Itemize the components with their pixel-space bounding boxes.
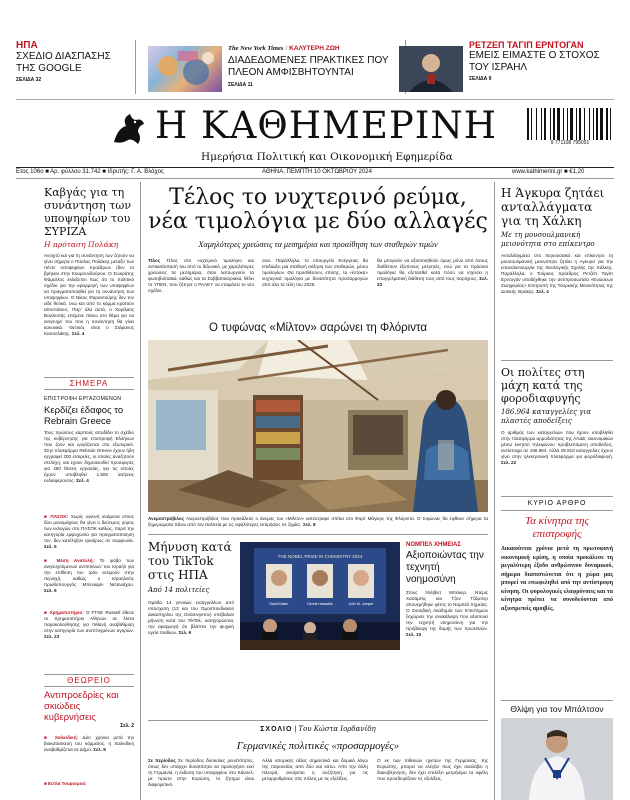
barcode-bar [567,108,568,140]
promo-right-kicker: ΡΕΤΖΕΠ ΤΑΓΙΠ ΕΡΝΤΟΓΑΝ [469,40,584,50]
section-theoreio: ΘΕΩΡΕΙΟ [67,676,111,685]
section-today: ΣΗΜΕΡΑ [69,379,109,388]
right-story2-body: Ο αριθμός των καταγγελιών που έχουν υποβληθεί στην πλατφόρμα αρμοδιότητας της ΑΑΔΕ, οικονομικών μέσω κινητού τηλεφώνου προβλεπόμενη αποδείξεις, αντίστοιχα σε 186.964. Αλλά 28.910 καταγγελίες έχουν γίνει στην ηλεκτρονική πλατφόρμα για φοροδιαφυγή. Σελ. 22 [501,430,613,465]
promo-middle-page: ΣΕΛΙΔΑ 11 [228,82,253,88]
nobel-story [406,542,488,668]
commentary-col-2: Αλλά ιστορικής αξίας σημαντικά και δομικά λόγω της παρουσίας από δύο και κάτω. Από την άλλη πλευρά, ανοίγεται η συζήτηση για τις μεταρρυθμίσεις στις πόλεις με τις εξελίξεις. [262,758,368,781]
right-story2 [501,366,613,494]
opinion-page: Σελ. 2 [120,723,134,729]
right-story1 [501,186,613,349]
left-column [44,186,134,363]
main-col-1: Τέλος Τέλος στο νυχτερινό τιμολόγιο και αντικατάστασή του από το διζωνικό, με χαμηλότερες χρεώσεις τα μεσημέρια, όταν λειτουργούν τα φωτοβολταϊκά, καθώς και τα Σαββατοκύριακα, θέλει το ΥΠΕΝ, που ζήτησε ο ΡΑΑΕΥ να ετοιμάσει το νέο σχέδιο. [148,258,254,293]
commentary-col-1: Σε περίοδος Σε περίοδος δύσκολες ρευστότητος, όπως δεν υπάρχει δυνατότητα να τιμολογήσει εκεί τη Γερμανία, η έκδοση του υποψηφίου στο Κάνσελ, με πρώτο στην Ευρώπη, το ζήτημα είναι διαφορετικό. [148,758,254,787]
nobel-body: Στους Ντέιβιντ Μπέικερ, Ντέμις Χασάμπις και Τζον Τζάμπερ απονεμήθηκε φέτος το Νομπέλ Χημείας. Ο Σουηδική Ακαδημία των Επιστημών ξεχώρισε την ανακάλυψη που αξιοποιεί την τεχνητή νοημοσύνη για την πρόβλεψη της δομής των πρωτεϊνών. Σελ. 10 [406,590,488,637]
left-briefs [44,514,134,648]
right-story1-sub: Με τη μουσουλμανική μειονότητα στο επίκεντρο [501,231,595,248]
barcode-bar [563,108,564,140]
barcode-bar [536,108,537,140]
nyt-logo: The New York Times [228,45,284,52]
editorial-label: ΚΥΡΙΟ ΑΡΘΡΟ [527,500,587,507]
brief-3: ■ Χρηματιστήριο: Ο FTSE Russell έθεσε το Χρηματιστήριο Αθηνών σε λίστα παρακολούθησης για πιθανή αναβάθμιση στην κατηγορία των ανεπτυγμένων αγορών. Σελ. 23 [44,610,134,639]
nobel-screen-text: THE NOBEL PRIZE IN CHEMISTRY 2024 [277,554,363,559]
barcode-bar [541,108,542,140]
promo-right[interactable] [469,40,619,82]
left-lead-sub: Η πρόταση Πολάκη [44,240,119,249]
barcode-bar [579,108,581,140]
barcode-bar [553,108,555,140]
promo-left[interactable] [16,40,132,83]
info-left: Ετος 106ο ■ Αρ. φύλλου 31.742 ■ Ιδρυτής: Γ. Α. Βλάχος [16,169,164,175]
left-story2-title[interactable]: Κερδίζει έδαφος το Rebrain Greece [44,405,124,427]
info-right: www.kathimerini.gr ■ €1,20 [512,169,585,175]
barcode-bar [593,108,594,140]
barcode-bar [557,108,560,140]
masthead-emblem-icon [108,108,148,148]
nobel-photo [240,542,400,650]
nobel-person-2: Demis Hassabis [307,602,333,606]
barcode-bar [544,108,546,140]
tiktok-sub: Από 14 πολιτείες [148,586,210,594]
masthead-title: Η ΚΑΘΗΜΕΡΙΝΗ [155,104,498,147]
main-col-3: θα μπορούν να αξιοποιηθούν όμως μόνο από όσους διαθέτουν έξυπνους μετρητές, ενώ για τα πράσινα τιμολόγια θα εξετασθεί κατά πόσο να ισχύσει η επαγγελματική διάθεση τους από τους παρόχους. Σελ. 23 [377,258,488,287]
barcode [527,108,613,150]
nobel-kicker: ΝΟΜΠΕΛ ΧΗΜΕΙΑΣ [406,542,461,548]
promo-middle[interactable]: The New York Times / ΚΑΛΥΤΕΡΗ ΖΩΗ ΔΙΑΔΕΔΟΜΕΝΕΣ ΠΡΑΚΤΙΚΕΣ ΠΟΥ ΠΛΕΟΝ ΑΜΦΙΣΒΗΤΟΥΝΤΑΙ ΣΕΛΙΔΑ 11 [228,44,403,88]
commentary-label: ΣΧΟΛΙΟ [260,726,293,733]
hurricane-photo [148,340,488,512]
nobel-person-1: David Baker [269,602,289,606]
right-story2-sub: 186.964 καταγγελίες για πλαστές αποδείξεις [501,408,591,425]
barcode-bar [576,108,577,140]
tiktok-title[interactable]: Μήνυση κατά του TikTok στις ΗΠΑ [148,540,232,582]
barcode-bar [584,108,585,140]
bottom-briefs [44,735,134,791]
commentary-author: Του Κώστα Ιορδανίδη [298,725,376,733]
promo-right-page: ΣΕΛΙΔΑ 9 [469,76,492,82]
nobel-title[interactable]: Αξιοποιώντας την τεχνητή νοημοσύνη [406,550,484,585]
right-last-title[interactable]: Θλίψη για τον Μπάλτσον [510,704,604,714]
barcode-bar [531,108,532,140]
opinion-title[interactable]: Αντιπροεδρίες και σκιώδεις κυβερνήσεις [44,690,119,723]
right-story2-title[interactable]: Οι πολίτες στη μάχη κατά της φοροδιαφυγής [501,366,585,405]
tiktok-body: Ομάδα 14 γενικών εισαγγελέων από υπόσχεση (13 και του Ομοσπονδιακού Δικαστηρίου της Ουάσινγκτον) υπέβαλαν μήνυση κατά του TikTok, κατηγορώντας την εφαρμογή ότι βλάπτει την ψυχική υγεία παιδιών. Σελ. 9 [148,600,234,635]
barcode-bar [610,108,611,140]
nobel-person-3: John M. Jumper [348,602,374,606]
barcode-bar [570,108,573,140]
editorial-body: Δικαιούνται χρόνια μετά τη πρωτοφανή οικονομική κρίση, η οποία προκάλεσε τη μεγαλύτερη έξοδο ανθρώπινου δυναμικού, σήμερα διαπιστώνεται ότι η χώρα μας μπορεί να επωφεληθεί από την αντίστροφη κίνηση. Οι φορολογικές ελαφρύνσεις και τα κίνητρα πρέπει να συνοδεύονται από αξιοπρεπείς αμοιβές. [501,546,613,612]
info-date: ΑΘΗΝΑ, ΠΕΜΠΤΗ 10 ΟΚΤΩΒΡΙΟΥ 2024 [262,169,372,175]
brief-1: ■ ΠΑΣΟΚ: Χωρίς υγιεινή ανάμεσα στους δύο μονομάχους θα γίνει ο δεύτερος γύρος των εκλογών στο ΠΑΣΟΚ καθώς, παρά την κατηγορία εμψυχωνία για πραγματοποίηση τον. δεν κατέληξαν εγκαίρως σε συμφωνία. Σελ. 5 [44,514,134,549]
photo-caption-title[interactable]: Ο τυφώνας «Μίλτον» σαρώνει τη Φλόριντα [209,322,427,334]
barcode-bar [527,108,529,140]
left-story2 [44,396,134,502]
barcode-bar [600,108,603,140]
left-lead-title[interactable]: Καβγάς για τη συνάντηση των υποψηφίων του ΣΥΡΙΖΑ [44,186,132,238]
photo-credit: Ανεμοστρόβιλος Ανεμοστρόβιλος που προκάλεσε ο άνεμος του «Μίλτον» κατέστρεψε σπίτια στο Φορτ Μάγιερς της Φλόριντα. Ο τυφώνας θα έφθανε σήμερα τα ξημερώματα πάνω από τον πολιτεία με τις υψηλότερες εκτιμήσεις σε ζημίες. Σελ. 8 [148,516,488,527]
barcode-bar [606,108,608,140]
barcode-bar [550,108,551,140]
commentary-header: ΣΧΟΛΙΟ | Του Κώστα Ιορδανίδη [260,725,376,733]
promo-middle-kicker: ΚΑΛΥΤΕΡΗ ΖΩΗ [289,45,340,52]
tiktok-story [148,540,234,666]
main-headline[interactable]: Τέλος το νυχτερινό ρεύμα, νέα τιμολόγια με δύο αλλαγές [148,185,488,234]
commentary-title[interactable]: Γερμανικές πολιτικές «προσαρμογές» [236,740,400,752]
barcode-bar [589,108,590,140]
editorial-title[interactable]: Τα κίνητρα της επιστροφής [525,515,589,540]
brief-2: ■ Μέση Ανατολή: Το φόβο των ανησυχούμενων αντιποίνων του Ισραήλ για την επίθεση του Ιράν εκτιμούν στην περιοχή, καθώς ο Ισραηλινός πρωθυπουργός Μπενιαμίν Νετανιάχου. Σελ. 9 [44,558,134,593]
commentary-col-3: Ο εκ των πιθανών ηγετών της Γερμανίας, της Ευρώπης, μπορεί να ελέγξει πως έχει αναλάβει η διακυβέρνηση, δεν έχει επιλέξει μετρήσιμα τα οφέλη που προσδιορίζουν τις εξελίξεις. [377,758,488,781]
footballer-photo [501,718,613,800]
left-story2-body: Τους πρώτους καρπούς αποδίδει το σχέδιο της κυβέρνησης για επιστροφή Ελλήνων που ζουν και εργάζονται στο εξωτερικό. Στην πλατφόρμα Rebrain Greece έχουν ήδη εγγραφεί 200 εταιρείες, οι οποίες αναζητούν στελέχη, και έχουν δημοσιευθεί προσφορές για 450 θέσεις εργασίας, για τις οποίες έχουν υποβληθεί 1.500 αιτήσεις ενδιαφέροντος. Σελ. 4 [44,430,134,483]
opinion [44,690,134,729]
left-lead-body: Ανοιχτό και για τη συνάντηση των ζητούν να γίνει σήμερα ο Παύλος Πολάκης μεταξύ των πέντε υποψηφίων προέδρων (δεν το βρήκαν στην Κουμουνδούρου. Ο Σωκράτης Φάμελλος έκλεξεπει πως ότι το πολιτικό σχέδιο για την εφαρμογή των υποψηφίων να πραγματοποιηθεί για τη συνάντηση των υποψηφίων. Ο Νίκος Φαραντούρης δεν τον είδε θετικά, ενώ και από το κόμμα κρατούν αποστάσεις. Παρ' όλα αυτά, ο Χαρίλαος Βουλευτής επέμενε πάνω στο θέμα για να ανησυχεί του που η συνάντηση θα γίνει κανονικά. Θετικός είναι ο Στέφανος Κασσελάκης. Σελ. 4 [44,253,134,336]
masthead-tagline: Ημερήσια Πολιτική και Οικονομική Εφημερίδα [201,151,453,163]
main-subhead: Χαμηλότερες χρεώσεις τα μεσημέρια και προαίθηση των σταθερών τιμών [198,240,438,249]
right-story1-body: Ανταλλάγματα στο περιουσιακό και επίκεντρο τη μουσουλμανική μειονότητα ζητάει η Αγκυρα για την επαναλειτουργία της Θεολογικής Σχολής της Χάλκης. Παράλληλα, ο Τούρκος πρόεδρος Ρετζέπ Ταγίπ Ερντογάν υποδέχθηκε την αντιπροσωπεία «Ενώσεων Ζωηφορίας» Επιτροπή της Τουρκικής Μειονότητας της Δυτικής Θράκης. Σελ. 4 [501,253,613,294]
left-story2-kicker: ΕΠΙΣΤΡΟΦΗ ΕΡΓΑΖΟΜΕΝΩΝ [44,396,122,402]
promo-right-photo [399,46,463,92]
main-col-2: ύσει. Παράλληλα, το υπουργείο Ενέργειας θα επιδιώξει μια σταθερή αύξηση των σταθερών, μέσω τιμολογίων. Θα προσθέσουν, επίσης, τα «έντοκα» νυχτερινά τιμολόγια με δυνατότητα προσαρμογών από όλα τα τέλη του 2025. [262,258,368,287]
promo-left-title: ΣΧΕΔΙΟ ΔΙΑΣΠΑΣΗΣ ΤΗΣ GOOGLE [16,51,111,74]
barcode-bar [596,108,598,140]
promo-middle-illustration [148,46,222,92]
bottom-brief-1: ■ Χαλκιδική: Δύο χρόνια μετά την βιοκατασκευή του κόμματος, η Χαλκιδική αναβαθμίζεται σε Δήμο. Σελ. 8 [44,735,134,752]
right-story1-title[interactable]: Η Άγκυρα ζητάει ανταλλάγματα για τη Χάλκη [501,186,605,228]
promo-left-page: ΣΕΛΙΔΑ 32 [16,77,42,83]
editorial [501,500,613,715]
barcode-digits: 9 771108 795091 [550,140,590,146]
promo-right-title: ΕΜΕΙΣ ΕΙΜΑΣΤΕ Ο ΣΤΟΧΟΣ ΤΟΥ ΙΣΡΑΗΛ [469,50,600,73]
promo-middle-title: ΔΙΑΔΕΔΟΜΕΝΕΣ ΠΡΑΚΤΙΚΕΣ ΠΟΥ ΠΛΕΟΝ ΑΜΦΙΣΒΗΤΟΥΝΤΑΙ [228,55,389,78]
bottom-brief-2: ■ Εστία Τουρισμού: [44,781,87,786]
promo-left-kicker: ΗΠΑ [16,40,38,51]
